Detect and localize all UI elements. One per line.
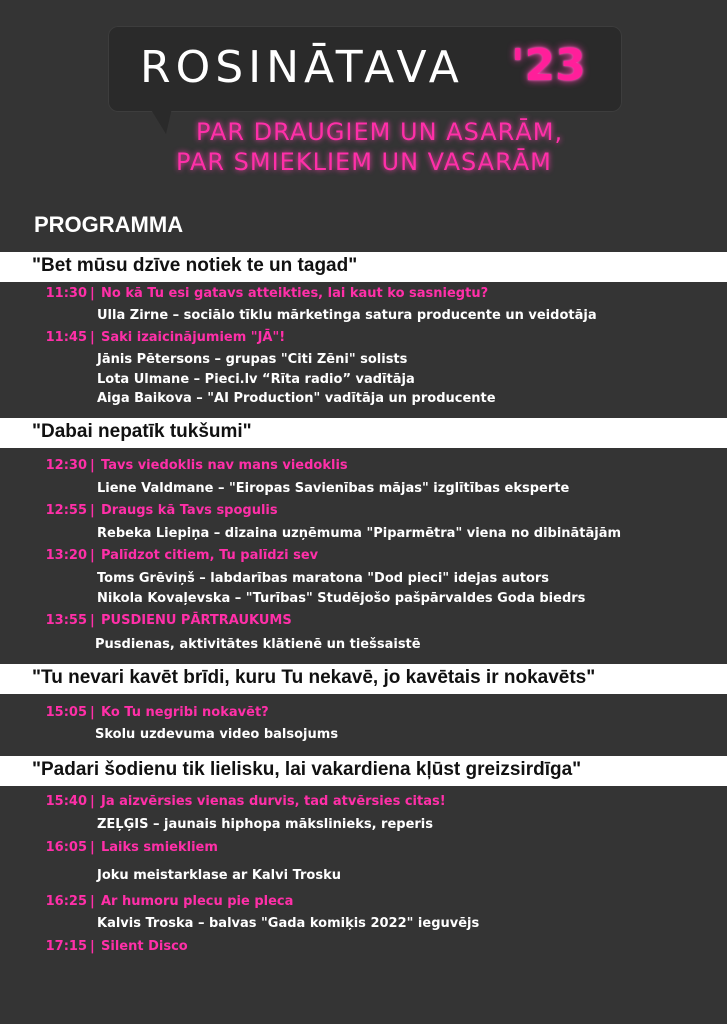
schedule-item [0,840,727,858]
schedule-item [0,458,727,476]
speech-bubble-tail [150,108,172,134]
speaker: Joku meistarklase ar Kalvi Trosku [97,868,341,883]
slot-time: 11:30 [45,286,87,301]
separator: | [90,794,95,809]
speaker: Skolu uzdevuma video balsojums [95,727,339,742]
slot-title: Ko Tu negribi nokavēt? [101,705,269,720]
logo-name: ROSINĀTAVA [140,42,464,93]
schedule-item [0,894,727,912]
separator: | [90,458,95,473]
separator: | [90,613,95,628]
separator: | [90,503,95,518]
speaker: Aiga Baikova – "AI Production" vadītāja un producente [97,391,496,406]
section-header [0,418,727,448]
schedule-item [0,330,727,348]
schedule-item [0,794,727,812]
section-header [0,252,727,282]
slot-title: Draugs kā Tavs spogulis [101,503,278,518]
program-title: PROGRAMMA [34,212,184,237]
schedule-item [0,503,727,521]
separator: | [90,330,95,345]
speaker: Lota Ulmane – Pieci.lv “Rīta radio” vadītāja [97,372,415,387]
slot-title: No kā Tu esi gatavs atteikties, lai kaut ko sasniegtu? [101,286,489,301]
slot-title: Ja aizvērsies vienas durvis, tad atvērsies citas! [101,794,446,809]
slot-time: 11:45 [45,330,87,345]
speaker: Pusdienas, aktivitātes klātienē un tiešsaistē [95,637,421,652]
section-header [0,664,727,694]
slot-title: Laiks smiekliem [101,840,218,855]
slot-time: 15:40 [45,794,87,809]
section-title: "Padari šodienu tik lielisku, lai vakardiena kļūst greizsirdīga" [32,759,582,780]
tagline-line-2: PAR SMIEKLIEM UN VASARĀM [176,148,552,176]
slot-title: Silent Disco [101,939,188,954]
separator: | [90,840,95,855]
section-title: "Tu nevari kavēt brīdi, kuru Tu nekavē, jo kavētais ir nokavēts" [32,667,596,688]
speaker: ZEĻĢIS – jaunais hiphopa mākslinieks, reperis [97,817,433,832]
speaker: Toms Grēviņš – labdarības maratona "Dod pieci" idejas autors [97,571,550,586]
section-header [0,756,727,786]
schedule-item [0,286,727,304]
speaker: Rebeka Liepiņa – dizaina uzņēmuma "Piparmētra" viena no dibinātājām [97,526,622,541]
schedule-item [0,548,727,566]
separator: | [90,939,95,954]
section-title: "Dabai nepatīk tukšumi" [32,421,252,442]
slot-title: PUSDIENU PĀRTRAUKUMS [101,613,292,628]
slot-time: 12:55 [45,503,87,518]
speaker: Nikola Kovaļevska – "Turības" Studējošo pašpārvaldes Goda biedrs [97,591,586,606]
schedule-item [0,613,727,631]
slot-title: Ar humoru plecu pie pleca [101,894,294,909]
slot-time: 13:20 [45,548,87,563]
separator: | [90,286,95,301]
speaker: Jānis Pētersons – grupas "Citi Zēni" solists [97,352,408,367]
separator: | [90,894,95,909]
logo-year: '23 [511,40,586,91]
slot-time: 17:15 [45,939,87,954]
separator: | [90,705,95,720]
slot-time: 13:55 [45,613,87,628]
tagline-line-1: PAR DRAUGIEM UN ASARĀM, [196,118,564,146]
schedule-item [0,705,727,723]
speaker: Liene Valdmane – "Eiropas Savienības mājas" izglītības eksperte [97,481,570,496]
slot-time: 16:25 [45,894,87,909]
speaker: Ulla Zirne – sociālo tīklu mārketinga satura producente un veidotāja [97,308,597,323]
slot-time: 16:05 [45,840,87,855]
slot-title: Palīdzot citiem, Tu palīdzi sev [101,548,319,563]
slot-time: 15:05 [45,705,87,720]
schedule-item [0,939,727,957]
slot-time: 12:30 [45,458,87,473]
speaker: Kalvis Troska – balvas "Gada komiķis 2022" ieguvējs [97,916,480,931]
separator: | [90,548,95,563]
slot-title: Saki izaicinājumiem "JĀ"! [101,330,286,345]
section-title: "Bet mūsu dzīve notiek te un tagad" [32,255,358,276]
slot-title: Tavs viedoklis nav mans viedoklis [101,458,348,473]
